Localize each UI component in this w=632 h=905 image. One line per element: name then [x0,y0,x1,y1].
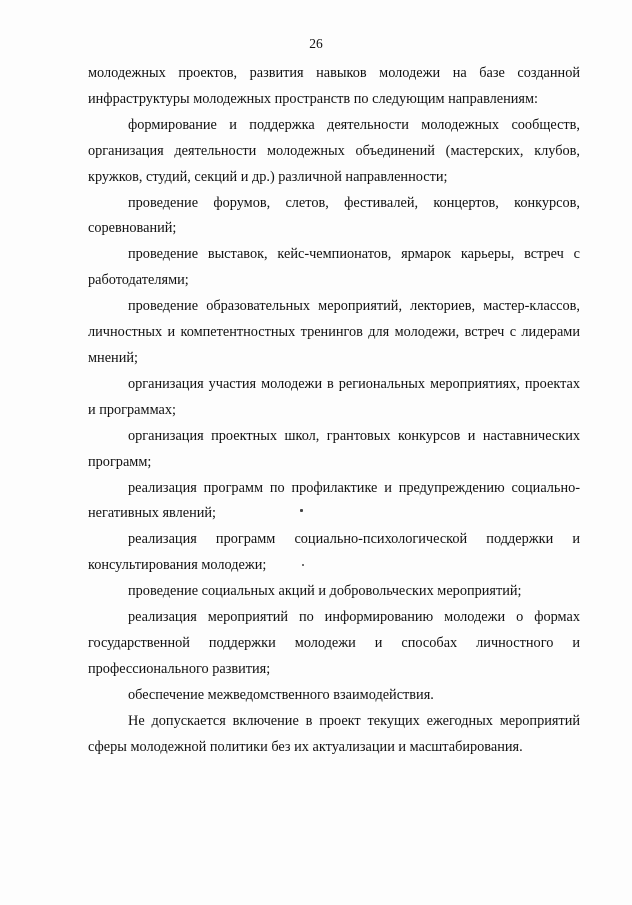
paragraph-social-actions: проведение социальных акций и добровольческих мероприятий; [128,583,522,600]
paragraph-forums: проведение форумов, слетов, фестивалей, концертов, конкурсов, соревнований; [88,194,580,237]
paragraph-regional-participation: организация участия молодежи в региональных мероприятиях, проектах и программах; [88,375,580,418]
paragraph-project-schools: организация проектных школ, грантовых конкурсов и наставнических программ; [88,427,580,470]
document-body [88,61,580,760]
paragraph-informing: реализация мероприятий по информированию молодежи о формах государственной поддержки молодежи и способах личностного и профессионального развития; [88,609,580,677]
page-number: 26 [309,36,323,51]
paragraph-exhibitions: проведение выставок, кейс-чемпионатов, ярмарок карьеры, встреч с работодателями; [88,246,580,289]
paragraph-psychological-support: реализация программ социально-психологической поддержки и консультирования молодежи; [88,531,580,574]
paragraph-communities: формирование и поддержка деятельности молодежных сообществ, организация деятельности молодежных объединений (мастерских, клубов, кружков, студий, секций и др.) различной направленности; [88,116,580,185]
paragraph-restriction: Не допускается включение в проект текущих ежегодных мероприятий сферы молодежной политики без их актуализации и масштабирования. [88,712,580,755]
scan-speck [300,509,303,512]
scan-speck [302,564,304,566]
paragraph-interagency: обеспечение межведомственного взаимодействия. [128,686,434,703]
paragraph-intro-continuation: молодежных проектов, развития навыков молодежи на базе созданной инфраструктуры молодежных пространств по следующим направлениям: [88,65,580,107]
paragraph-education: проведение образовательных мероприятий, лекториев, мастер-классов, личностных и компетентностных тренингов для молодежи, встреч с лидерами мнений; [88,298,580,366]
paragraph-prevention: реализация программ по профилактике и предупреждению социально-негативных явлений; [88,479,580,522]
